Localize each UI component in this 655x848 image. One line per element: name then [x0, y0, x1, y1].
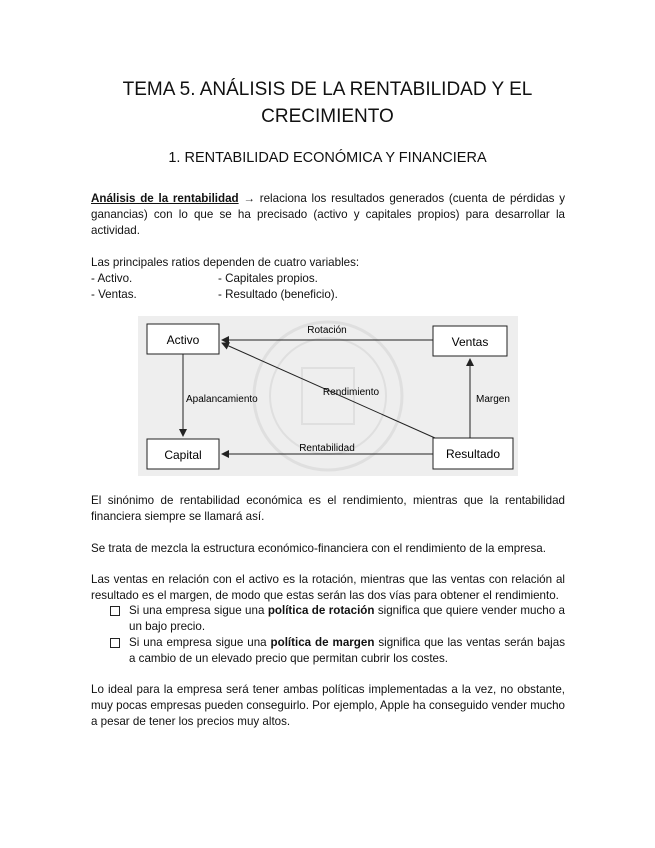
ratio-diagram-svg: [138, 316, 518, 476]
bullet-politica-margen: [110, 635, 565, 667]
bullet-text-bold: política de rotación: [267, 604, 375, 617]
variable-ventas: - Ventas.: [91, 288, 137, 301]
node-capital: [147, 439, 219, 469]
svg-text:Ventas: Ventas: [451, 335, 489, 349]
paragraph-conclusion: Lo ideal para la empresa será tener ambas políticas implementadas a la vez, no obstante, muy pocas empresas pueden conseguirlo. Por ejemplo, Apple ha conseguido vender mucho a pesar de tener los precios muy altos.: [91, 683, 565, 728]
svg-text:Activo: Activo: [166, 333, 200, 347]
paragraph-variables-intro: Las principales ratios dependen de cuatro variables:: [91, 256, 360, 269]
label-apalancamiento: Apalancamiento: [186, 394, 258, 405]
page-title-line1: TEMA 5. ANÁLISIS DE LA RENTABILIDAD Y EL: [122, 79, 533, 100]
node-resultado: [433, 438, 513, 469]
variables-row-2: [91, 287, 338, 303]
variable-capitales: - Capitales propios.: [218, 272, 318, 285]
page-title: [0, 76, 655, 130]
arrow-symbol: →: [243, 192, 255, 205]
bullet-politica-rotacion: [110, 603, 565, 635]
label-rotacion: Rotación: [307, 325, 347, 336]
checkbox-bullet-icon: [110, 638, 120, 648]
paragraph-analisis-text: relaciona los resultados generados (cuenta de pérdidas y ganancias) con lo que se ha precisado (activo y capitales propios) para desarrollar la actividad.: [91, 192, 565, 237]
paragraph-ventas-rotacion: Las ventas en relación con el activo es la rotación, mientras que las ventas con relación al resultado es el margen, de modo que estas serán las dos vías para obtener el rendimiento.: [91, 573, 565, 602]
node-ventas: [433, 326, 507, 356]
bullet-text-post: significa que las ventas serán bajas a cambio de un elevado precio que permitan cubrir los costes.: [129, 636, 565, 665]
svg-text:Capital: Capital: [164, 448, 202, 462]
paragraph-sinonimo: El sinónimo de rentabilidad económica es el rendimiento, mientras que la rentabilidad financiera siempre se llamará así.: [91, 494, 565, 523]
page-title-line2: CRECIMIENTO: [261, 106, 394, 127]
bullet-text-pre: Si una empresa sigue una: [129, 604, 268, 617]
section-heading: 1. RENTABILIDAD ECONÓMICA Y FINANCIERA: [168, 150, 487, 166]
label-margen: Margen: [476, 394, 510, 405]
label-rendimiento: Rendimiento: [322, 387, 380, 398]
variable-activo: - Activo.: [91, 272, 133, 285]
ratio-diagram: [138, 316, 518, 476]
variable-resultado: - Resultado (beneficio).: [218, 288, 338, 301]
paragraph-analisis: [91, 191, 565, 239]
bullet-text-post: significa que quiere vender mucho a un bajo precio.: [129, 604, 566, 633]
bullet-text-pre: Si una empresa sigue una: [129, 636, 271, 649]
label-rentabilidad: Rentabilidad: [299, 443, 355, 454]
variables-row-1: [91, 271, 318, 287]
term-analisis: Análisis de la rentabilidad: [91, 192, 239, 205]
bullet-text-bold: política de margen: [270, 636, 375, 649]
paragraph-mezcla: Se trata de mezcla la estructura económico-financiera con el rendimiento de la empresa.: [91, 542, 546, 555]
svg-text:Resultado: Resultado: [445, 447, 501, 461]
checkbox-bullet-icon: [110, 606, 120, 616]
node-activo: [147, 324, 219, 354]
